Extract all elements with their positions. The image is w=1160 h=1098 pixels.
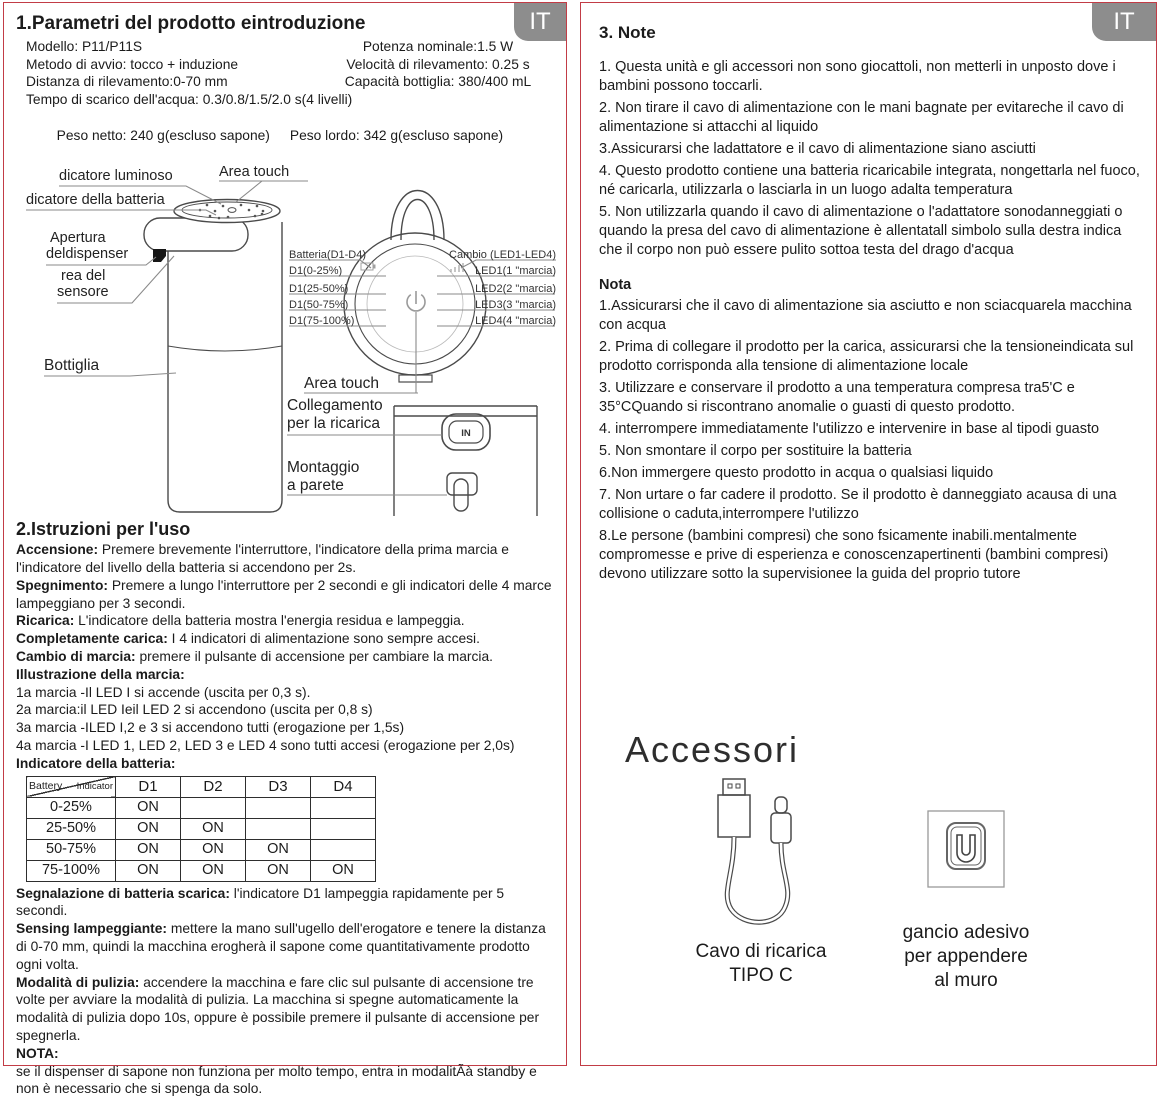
instruction-cleaning-mode <box>16 974 558 1045</box>
cell: ON <box>116 860 181 881</box>
paragraph-lead: Modalità di pulizia: <box>16 975 139 990</box>
nota-item-7: 7. Non urtare o far cadere il prodotto. Se il prodotto è danneggiato acausa di una collisione o caduta,interrompere l'utilizzo <box>599 486 1142 524</box>
cell <box>181 797 246 818</box>
cell: ON <box>181 818 246 839</box>
column-header-d2: D2 <box>181 776 246 797</box>
range-cell: 25-50% <box>27 818 116 839</box>
nota-text: se il dispenser di sapone non funziona per molto tempo, entra in modalitÃà standby e non è necessario che si spenga da solo. <box>16 1063 558 1098</box>
nota-item-1: 1.Assicurarsi che il cavo di alimentazione sia asciutto e non sciacquarela macchina con acqua <box>599 297 1142 335</box>
section1-title: 1.Parametri del prodotto eintroduzione <box>16 15 558 33</box>
note-item-5: 5. Non utilizzarla quando il cavo di alimentazione o l'adattatore sonodanneggiati o quando la presa del cavo di alimentazione è allentatall simbolo sulla destra indica che il corpo non può essere pulito sottoa testa del drago d'acqua <box>599 203 1142 260</box>
label-led-3: LED3(3 "marcia) <box>475 297 556 315</box>
dispenser-line-art <box>10 164 562 516</box>
paragraph-text: I 4 indicatori di alimentazione sono sempre accesi. <box>168 631 480 646</box>
param-bottle-capacity: Capacità bottiglia: 380/400 mL <box>318 73 558 91</box>
label-battery-level-3: D1(50-75%) <box>289 297 348 315</box>
label-area-touch-top: Area touch <box>219 164 289 182</box>
column-header-d3: D3 <box>246 776 311 797</box>
param-discharge-time: Tempo di scarico dell'acqua: 0.3/0.8/1.5/2.0 s(4 livelli) <box>26 91 558 109</box>
language-badge: IT <box>514 3 566 41</box>
param-model: Modello: P11/P11S <box>26 38 318 56</box>
label-battery-level-2: D1(25-50%) <box>289 281 348 299</box>
usb-cable-drawing <box>691 775 831 935</box>
param-detect-distance: Distanza di rilevamento:0-70 mm <box>26 73 318 91</box>
wall-mount-keyhole <box>447 473 477 495</box>
label-battery-level-4: D1(75-100%) <box>289 313 354 331</box>
column-header-d1: D1 <box>116 776 181 797</box>
paragraph-lead: Spegnimento: <box>16 578 108 593</box>
label-charging-2: per la ricarica <box>287 415 380 433</box>
section2-title: 2.Istruzioni per l'uso <box>16 521 558 539</box>
dispenser-body-outline <box>168 222 282 512</box>
nota-item-2: 2. Prima di collegare il prodotto per la carica, assicurarsi che la tensioneindicata sul prodotto corrisponda alla tensione di alimentazione locale <box>599 338 1142 376</box>
cell: ON <box>246 839 311 860</box>
param-row <box>26 38 558 56</box>
cell <box>246 818 311 839</box>
cell <box>246 797 311 818</box>
column-header-d4: D4 <box>311 776 376 797</box>
gear-line-4: 4a marcia -I LED 1, LED 2, LED 3 e LED 4 sono tutti accesi (erogazione per 2,0s) <box>16 737 558 755</box>
label-wall-mount-2: a parete <box>287 477 344 495</box>
note-item-3: 3.Assicurarsi che ladattatore e il cavo di alimentazione siano asciutti <box>599 140 1142 159</box>
nota-item-5: 5. Non smontare il corpo per sostituire la batteria <box>599 442 1142 461</box>
nota-item-8: 8.Le persone (bambini compresi) che sono fsicamente inabili.mentalmente compromesse e prive di esperienza e conoscenzapertinenti (bambini compresi) devono utilizzare sotto la supervisionee la guida del proprio tutore <box>599 527 1142 584</box>
usb-a-plug <box>723 779 745 795</box>
table-row <box>27 839 376 860</box>
range-cell: 0-25% <box>27 797 116 818</box>
label-gear-group: Cambio (LED1-LED4) <box>449 247 556 265</box>
paragraph-lead: Sensing lampeggiante: <box>16 921 167 936</box>
nota-item-4: 4. interrompere immediatamente l'utilizzo e intervenire in base al tipodi guasto <box>599 420 1142 439</box>
param-row <box>26 73 558 91</box>
usb-c-plug <box>775 797 787 813</box>
paragraph-text: Premere a lungo l'interruttore per 2 secondi e gli indicatori delle 4 marce lampeggiano per 3 secondi. <box>16 578 552 611</box>
instruction-recharge <box>16 612 558 630</box>
param-detect-speed: Velocità di rilevamento: 0.25 s <box>318 56 558 74</box>
gear-line-1: 1a marcia -Il LED I si accende (uscita per 0,3 s). <box>16 684 558 702</box>
label-sensor-area-2: sensore <box>57 284 109 302</box>
param-net-weight: Peso netto: 240 g(escluso sapone) <box>57 128 270 143</box>
label-battery-group: Batteria(D1-D4) <box>289 247 366 265</box>
paragraph-text: accendere la macchina e fare clic sul pulsante di accensione tre volte per avviare la modalità di pulizia. La macchina si spegne automaticamente la modalità di pulizia dopo 10s, oppure è possibile premere il pulsante di accensione per spegnerla. <box>16 975 539 1043</box>
gear-line-2: 2a marcia:il LED Ieil LED 2 si accendono (uscita per 0,8 s) <box>16 701 558 719</box>
cell <box>311 839 376 860</box>
paragraph-text: L'indicatore della batteria mostra l'energia residua e lampeggia. <box>74 613 464 628</box>
label-charging-1: Collegamento <box>287 397 383 415</box>
battery-indicator-table <box>26 776 376 882</box>
label-sensor-area-1: rea del <box>61 268 105 286</box>
param-gross-weight: Peso lordo: 342 g(escluso sapone) <box>290 128 503 143</box>
accessories-section <box>581 729 1158 1059</box>
nota-label: NOTA: <box>16 1045 558 1063</box>
leader-lines <box>26 181 556 495</box>
port-in-label: IN <box>461 428 471 439</box>
cable-caption-line2: TIPO C <box>691 964 831 988</box>
instruction-gear-change <box>16 648 558 666</box>
nota-subheading: Nota <box>599 276 1142 295</box>
table-row <box>27 860 376 881</box>
paragraph-text: mettere la mano sull'ugello dell'erogatore e tenere la distanza di 0-70 mm, quindi la macchina erogherà il sapone come quantitativamente prodotto ogni volta. <box>16 921 546 972</box>
cell <box>311 818 376 839</box>
label-battery-indicator: dicatore della batteria <box>26 192 165 210</box>
table-corner-cell <box>27 776 116 797</box>
gear-illustration-title: Illustrazione della marcia: <box>16 666 558 684</box>
battery-indicator-title: Indicatore della batteria: <box>16 755 558 773</box>
cable-caption-line1: Cavo di ricarica <box>691 940 831 964</box>
paragraph-text: l'indicatore D1 lampeggia rapidamente per 5 secondi. <box>16 886 504 919</box>
cell: ON <box>181 839 246 860</box>
dispenser-nozzle <box>153 249 166 262</box>
cell: ON <box>116 839 181 860</box>
label-battery-level-1: D1(0-25%) <box>289 263 342 281</box>
label-bottle: Bottiglia <box>44 357 99 375</box>
product-parameters <box>26 38 558 163</box>
table-row <box>27 797 376 818</box>
top-view-drawing <box>344 191 486 383</box>
cell: ON <box>181 860 246 881</box>
corner-battery-label: Battery <box>29 778 62 796</box>
instruction-sensing <box>16 920 558 973</box>
param-start-method: Metodo di avvio: tocco + induzione <box>26 56 318 74</box>
paragraph-lead: Segnalazione di batteria scarica: <box>16 886 230 901</box>
power-icon <box>407 291 425 311</box>
right-page-panel <box>580 2 1157 1066</box>
note-item-2: 2. Non tirare il cavo di alimentazione con le mani bagnate per evitareche il cavo di alimentazione si attacchi al liquido <box>599 99 1142 137</box>
paragraph-lead: Ricarica: <box>16 613 74 628</box>
cell <box>311 797 376 818</box>
note-item-1: 1. Questa unità e gli accessori non sono giocattoli, non metterli in unposto dove i bambini possono toccarli. <box>599 58 1142 96</box>
hook-caption-line3: al muro <box>901 969 1031 993</box>
paragraph-lead: Accensione: <box>16 542 98 557</box>
instruction-low-battery <box>16 885 558 921</box>
adhesive-hook-figure <box>901 809 1031 993</box>
label-led-4: LED4(4 "marcia) <box>475 313 556 331</box>
label-led-1: LED1(1 "marcia) <box>475 263 556 281</box>
label-wall-mount-1: Montaggio <box>287 459 359 477</box>
hook-caption-line1: gancio adesivo <box>901 921 1031 945</box>
label-led-2: LED2(2 "marcia) <box>475 281 556 299</box>
hook-slot-icon <box>957 835 975 862</box>
language-badge: IT <box>1092 3 1156 41</box>
range-cell: 50-75% <box>27 839 116 860</box>
back-view-drawing <box>394 406 537 516</box>
label-dispenser-opening-1: Apertura <box>50 230 106 248</box>
label-dispenser-opening-2: deldispenser <box>46 246 128 264</box>
nota-item-6: 6.Non immergere questo prodotto in acqua o qualsiasi liquido <box>599 464 1142 483</box>
accessories-title: Accessori <box>625 729 799 771</box>
label-indicator-light: dicatore luminoso <box>59 168 173 186</box>
label-area-touch-bottom: Area touch <box>304 375 379 393</box>
table-header-row <box>27 776 376 797</box>
section3-title: 3. Note <box>599 23 1142 42</box>
product-diagram <box>10 164 562 516</box>
cell: ON <box>246 860 311 881</box>
instruction-power-off <box>16 577 558 613</box>
param-row <box>26 56 558 74</box>
cell: ON <box>311 860 376 881</box>
paragraph-text: premere il pulsante di accensione per cambiare la marcia. <box>136 649 493 664</box>
instruction-full-charge <box>16 630 558 648</box>
paragraph-lead: Cambio di marcia: <box>16 649 136 664</box>
instruction-power-on <box>16 541 558 577</box>
range-cell: 75-100% <box>27 860 116 881</box>
charging-cable-figure <box>691 775 831 988</box>
left-page-panel <box>3 2 567 1066</box>
corner-indicator-label: Indicator <box>77 778 113 796</box>
wall-hook-drawing <box>926 809 1006 889</box>
nota-item-3: 3. Utilizzare e conservare il prodotto a una temperatura compresa tra5'C e 35°CQuando si riscontrano anomalie o guasti di questo prodotto. <box>599 379 1142 417</box>
paragraph-text: Premere brevemente l'interruttore, l'indicatore della prima marcia e l'indicatore del livello della batteria si accendono per 2s. <box>16 542 509 575</box>
param-weights <box>26 109 558 162</box>
param-power: Potenza nominale:1.5 W <box>318 38 558 56</box>
cell: ON <box>116 818 181 839</box>
gear-line-3: 3a marcia -ILED I,2 e 3 si accendono tutti (erogazione per 1,5s) <box>16 719 558 737</box>
left-page-content <box>4 3 566 1098</box>
paragraph-lead: Completamente carica: <box>16 631 168 646</box>
note-item-4: 4. Questo prodotto contiene una batteria ricaricabile integrata, nongettarla nel fuoco, né caricarla, utilizzarla o lasciarla in un luogo adalta temperatura <box>599 162 1142 200</box>
hook-caption-line2: per appendere <box>901 945 1031 969</box>
cable-cord <box>727 837 788 922</box>
right-page-content <box>581 3 1156 584</box>
table-row <box>27 818 376 839</box>
cell: ON <box>116 797 181 818</box>
